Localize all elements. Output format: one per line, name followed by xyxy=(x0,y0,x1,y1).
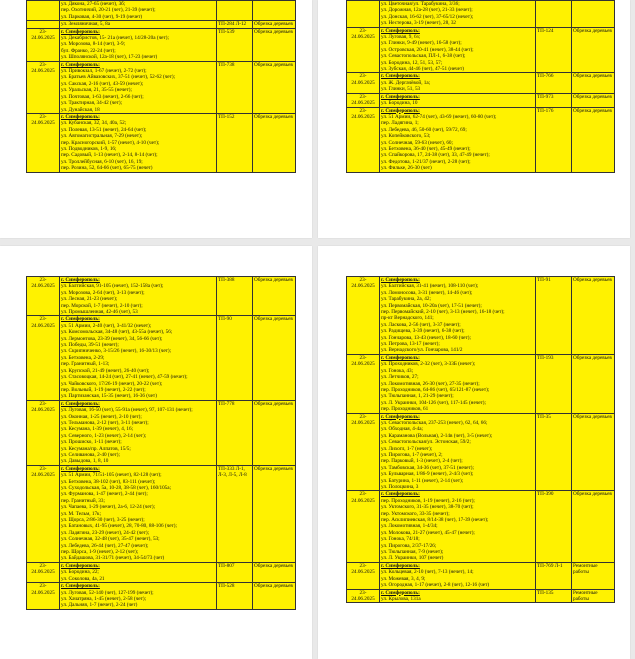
address-cell xyxy=(380,491,536,562)
document-page-4 xyxy=(318,246,630,659)
street-line: ул. Пирогова, 2/37-17/26; xyxy=(381,542,437,549)
substation-cell xyxy=(217,1,253,21)
work-type-cell: Обрезка деревьев xyxy=(253,400,296,465)
work-type-cell: Обрезка деревьев xyxy=(572,73,615,93)
work-type-cell: Обрезка деревьев xyxy=(253,61,296,113)
street-line: ул. Спайкорова, 17, 24-38 (чет), 33, 47-49 (нечет); xyxy=(381,152,490,159)
street-line: ул. Локомотивная, 1-4/34; xyxy=(381,523,438,530)
street-line: ул. Первомайская, 10-20а (чет), 17-51 (нечет); xyxy=(381,302,482,309)
street-line: ул. Пирогова, 1-7 (нечет), 2; xyxy=(381,451,443,458)
street-line: ул. Гонока, 74/18; xyxy=(381,536,420,543)
substation-cell: ТП-91 xyxy=(536,277,572,355)
street-line: ул. Локомотивная, 26-30 (чет), 27-35 (нечет); xyxy=(381,380,480,387)
street-line: ул. Тюльпанная, 7-9 (нечет); xyxy=(381,549,444,556)
street-line: ул. Кольцевая, 2-10 (чет), 7-13 (нечет), 14; xyxy=(381,569,474,576)
town-name: г. Симферополь: xyxy=(381,354,420,361)
date-cell xyxy=(27,1,60,21)
work-type-cell: Ремонтные работы xyxy=(572,589,615,603)
work-type-cell: Обрезка деревьев xyxy=(572,107,615,172)
street-line: ул. Лесная, 21-23 (нечет); xyxy=(61,296,118,303)
street-line: ул. Бородина, 22; xyxy=(61,569,99,576)
street-line: пер. Охотничий, 20-21 (чет), 21-39 (нечет); xyxy=(61,7,156,14)
table-row xyxy=(347,589,615,603)
street-line: ул. Уктомского, 31-35 (нечет), 38-70 (чет); xyxy=(381,504,474,511)
town-name: г. Симферополь: xyxy=(381,277,420,283)
address-cell xyxy=(380,589,536,603)
town-name: г. Симферополь: xyxy=(381,491,420,498)
substation-cell: ТП-152 xyxy=(217,113,253,172)
work-type-cell: Обрезка деревьев xyxy=(253,316,296,400)
substation-cell: ТП-388 xyxy=(217,277,253,316)
date-cell: 23-24.06.2025 xyxy=(347,562,380,589)
street-line: ул. Соколова, 4а, 21 xyxy=(61,575,105,582)
street-line: ул. Глинки, 9-49 (нечет), 16-58 (чет); xyxy=(381,40,462,47)
date-cell: 23-24.06.2025 xyxy=(27,465,60,562)
street-line: ул. Декабристов, 15- 21а (нечет), 14/28-20а (чет); xyxy=(61,35,169,42)
work-type-cell: Обрезка деревьев xyxy=(572,277,615,355)
document-page-1 xyxy=(0,0,312,238)
work-type-cell: Обрезка деревьев xyxy=(572,354,615,413)
date-cell: 23-24.06.2025 xyxy=(347,107,380,172)
substation-cell: ТП-176 xyxy=(536,107,572,172)
substation-cell: ТП-35 xyxy=(536,413,572,491)
street-line: ул. Хачатряна, 1-45 (нечет), 2-58 (чет); xyxy=(61,595,147,602)
date-cell: 23-24.06.2025 xyxy=(347,73,380,93)
street-line: ул. Северного, 1-23 (нечет), 2-14 (чет); xyxy=(61,432,147,439)
street-line: ул. Морозова, 2-64 (чет), 3-13 (нечет); xyxy=(61,289,145,296)
work-type-cell: Обрезка деревьев xyxy=(572,27,615,73)
street-line: ул. Караманова (Вольная), 2-14в (чет), 3-5 (нечет); xyxy=(381,432,493,439)
street-line: ул. Солнечная, 59-63 (нечет), 60; xyxy=(381,139,453,146)
street-line: ул. Парковая, 4-30 (чет), 9-19 (нечет) xyxy=(61,13,143,20)
street-line: ул. Комсомольская, 34-48 (чет), 43-55а (нечет), 56; xyxy=(61,329,173,336)
street-line: ул. Бетховена, 36-40 (чет), 45-49 (нечет); xyxy=(381,145,471,152)
table-row xyxy=(27,113,296,172)
street-line: ул. Полевая, 13-51 (нечет), 24-64 (чет); xyxy=(61,126,147,133)
street-line: ул. Автомагистральная, 7-29 (нечет); xyxy=(61,133,143,140)
street-line: ул. Лебедева, 46, 50-60 (чет), 59/72, 69; xyxy=(381,126,467,133)
date-cell: 23-24.06.2025 xyxy=(27,583,60,610)
street-line: ул. Вернадского/ул. Гончарова, 141/2 xyxy=(381,347,463,354)
street-line: ул. Бетховена, 38-102 (чет), 83-111 (нечет); xyxy=(61,478,156,485)
street-line: пер. Первомайский, 2-10 (чет), 3-13 (нечет), 16-18 (чет); xyxy=(381,309,505,316)
street-line: ул. Цветочная/ул. Тарабукина, 3/36; xyxy=(381,1,460,7)
street-line: ул. Кесумана, 1-39 (нечет), 4, 16; xyxy=(61,426,134,433)
work-type-cell: Обрезка деревьев xyxy=(253,583,296,610)
street-line: ул. Дальняя, 1-7 (нечет), 2-24 (чет) xyxy=(61,602,138,609)
street-line: ул. Шполянской, 12а-18 (чет), 17-23 (нечет) xyxy=(61,54,158,61)
table-row xyxy=(347,107,615,172)
street-line: ул. Л. Украинки, 107 (нечет) xyxy=(381,555,444,562)
street-line: ул. Селиванова, 2-40 (чет); xyxy=(61,451,120,458)
street-line: ул. Уральская, 21, 35-55 (нечет); xyxy=(61,87,132,94)
town-name: г. Симферополь: xyxy=(381,107,420,114)
address-cell xyxy=(380,277,536,355)
work-type-cell xyxy=(572,1,615,28)
street-line: ул. Дунайская, 18 xyxy=(61,106,100,113)
street-line: бул. Франко, 22-24 (чет); xyxy=(61,47,116,54)
street-line: ул. Проходников, 2-32 (чет), 3-33Б (нечет); xyxy=(381,361,476,368)
table-row xyxy=(27,400,296,465)
date-cell: 23-24.06.2025 xyxy=(27,113,60,172)
address-cell xyxy=(60,400,217,465)
street-line: ул. Гончарова, 13-43 (нечет), 18-60 (чет); xyxy=(381,334,471,341)
street-line: ул. Л. Украинки, 104-126 (чет), 117-145 (нечет); xyxy=(381,399,486,406)
work-type-cell: Обрезка деревьев xyxy=(253,28,296,61)
town-name: г. Симферополь: xyxy=(61,61,100,68)
street-line: ул. Братьев Айвазовских, 37-51 (нечет), 52-62 (чет); xyxy=(61,74,176,81)
date-cell: 23-24.06.2025 xyxy=(27,400,60,465)
town-name: г. Симферополь: xyxy=(381,73,420,80)
date-cell: 23-24.06.2025 xyxy=(347,27,380,73)
address-cell xyxy=(380,93,536,107)
substation-cell: ТП-766 xyxy=(536,73,572,93)
street-line: ул. Крупской, 21-49 (нечет), 26-40 (чет); xyxy=(61,367,150,374)
street-line: ул. Щорса, 2/86-30 (чет), 3-25 (нечет); xyxy=(61,517,145,524)
street-line: пер. Гранитный, 33; xyxy=(61,497,105,504)
table-row xyxy=(347,27,615,73)
street-line: ул. Фурманова, 1-47 (нечет), 2-44 (чет); xyxy=(61,491,148,498)
street-line: ул. Балтийская, 91-105 (нечет), 152-158а (чет); xyxy=(61,283,164,290)
street-line: пер. Асклипиевская, 8/14-38 (чет), 17-39 (нечет); xyxy=(381,517,489,524)
date-cell xyxy=(27,21,60,28)
street-line: ул. Бульварная, 1/86-9 (нечет), 2-4/3 (чет); xyxy=(381,471,474,478)
street-line: ул. Байдашова, 31-31/71 (нечет), 34-54/73 (чет) xyxy=(61,555,165,562)
street-line: пер. Ладягина, 1; xyxy=(381,120,419,127)
street-line: ул. Молокова, 21-27 (нечет), 45-47 (нечет); xyxy=(381,529,475,536)
table-row xyxy=(27,277,296,316)
street-line: ул. М. Тельм, 17к; xyxy=(61,510,102,517)
street-line: ул. 51 Армии, 2-40 (чет), 3-41/32 (нечет); xyxy=(61,322,152,329)
table-row xyxy=(27,465,296,562)
street-line: пер. Садовый, 1-13 (нечет), 2-14, 8-14 (чет); xyxy=(61,152,158,159)
work-type-cell: Ремонтные работы xyxy=(572,562,615,589)
date-cell: 23-24.06.2025 xyxy=(347,354,380,413)
substation-cell: ТП-973 xyxy=(536,93,572,107)
address-cell xyxy=(380,27,536,73)
street-line: ул. Сакская, 2-16 (чет), 43-59 (нечет); xyxy=(61,80,144,87)
document-page-2 xyxy=(318,0,630,238)
date-cell: 23-24.06.2025 xyxy=(27,562,60,582)
street-line: ул. Дорожная, 12а-28 (чет), 21-33 (нечет); xyxy=(381,7,473,14)
town-name: г. Симферополь: xyxy=(61,465,100,472)
work-type-cell: Обрезка деревьев xyxy=(253,21,296,28)
address-cell xyxy=(60,21,217,28)
table-row xyxy=(27,562,296,582)
town-name: г. Симферополь: xyxy=(381,27,420,34)
date-cell: 23-24.06.2025 xyxy=(27,316,60,400)
address-cell xyxy=(380,413,536,491)
address-cell xyxy=(380,562,536,589)
address-cell xyxy=(60,583,217,610)
street-line: ул. Солнечная, 32-48 (чет), 35-47 (нечет), 53; xyxy=(61,536,160,543)
substation-cell: ТП-738 xyxy=(217,61,253,113)
date-cell: 23-24.06.2025 xyxy=(27,61,60,113)
street-line: ул. Севастопольская/ул. Эстонская, 59/2; xyxy=(381,439,471,446)
street-line: ул. Лихогл, 1-7 (нечет); xyxy=(381,445,433,452)
street-line: ул. 51 Армии, 71/51-105 (нечет), 82-128 (чет); xyxy=(61,472,162,479)
schedule-table-1 xyxy=(26,0,296,173)
street-line: ул. Нестерова, 3-19 (нечет), 28, 32 xyxy=(381,20,457,27)
date-cell: 23-24.06.2025 xyxy=(27,277,60,316)
street-line: пер. Уктомского, 33-35 (нечет); xyxy=(381,510,450,517)
street-line: ул. Фильке, 26-30 (чет) xyxy=(381,165,432,172)
street-line: пер. Парковый, 1-3 (нечет), 2-4 (чет); xyxy=(381,458,463,465)
street-line: ул. Промышленная, 42-46 (чет), 53 xyxy=(61,309,138,316)
town-name: г. Симферополь: xyxy=(61,316,100,323)
street-line: ул. Ладягина, 23-29 (нечет), 24-42 (чет); xyxy=(61,529,150,536)
street-line: ул. Земляничная, 5, 8а xyxy=(61,21,111,28)
town-name: г. Симферополь: xyxy=(61,277,100,283)
date-cell: 23-24.06.2025 xyxy=(347,277,380,355)
work-type-cell: Обрезка деревьев xyxy=(572,413,615,491)
address-cell xyxy=(60,277,217,316)
street-line: ул. Тельманова, 2-12 (чет), 3-11 (нечет); xyxy=(61,419,149,426)
street-line: ул. Севастопольская, ПЛ-1, 6-38 (чет); xyxy=(381,53,466,60)
street-line: ул. Луговая, 16-50 (чет), 55-91а (нечет), 97, 107-131 (нечет); xyxy=(61,407,193,414)
street-line: ул. Островская, 20-41 (нечет), 38-44 (чет); xyxy=(381,46,474,53)
street-line: ул. Ж. Дергачёвой, 1а; xyxy=(381,79,431,86)
address-cell xyxy=(60,1,217,21)
schedule-table-2 xyxy=(346,0,615,173)
address-cell xyxy=(380,107,536,172)
substation-cell: ТП-539 xyxy=(217,28,253,61)
work-type-cell: Обрезка деревьев xyxy=(253,465,296,562)
table-row xyxy=(347,562,615,589)
date-cell: 23-24.06.2025 xyxy=(347,413,380,491)
street-line: ул. Можевая, 3, 4, 9; xyxy=(381,575,426,582)
street-line: ул. Кубанская, 32, 34, 40а, 52; xyxy=(61,120,127,127)
date-cell: 23-24.06.2025 xyxy=(347,93,380,107)
street-line: ул. Бородина, 10 xyxy=(381,100,418,107)
address-cell xyxy=(380,73,536,93)
substation-cell: ТП-135 xyxy=(536,589,572,603)
town-name: г. Симферополь: xyxy=(61,583,100,590)
street-line: ул. Донская, 16-62 (чет), 37-65/12 (нечет); xyxy=(381,13,474,20)
street-line: пер. Морской, 1-7 (нечет), 2-10 (чет); xyxy=(61,302,143,309)
substation-cell: ТП-333 Л-1, Л-3, Л-5, Л-8 xyxy=(217,465,253,562)
town-name: г. Симферополь: xyxy=(381,589,420,596)
table-row xyxy=(27,21,296,28)
street-line: ул. Привокзал, 1-67 (нечет), 2-72 (чет); xyxy=(61,68,147,75)
table-row xyxy=(27,1,296,21)
date-cell xyxy=(347,1,380,28)
address-cell xyxy=(380,1,536,28)
street-line: пер. Вольный, 1-19 (нечет), 2-22 (чет); xyxy=(61,386,146,393)
street-line: ул. Кесумана/пр. Алпатов, 15/5; xyxy=(61,445,131,452)
street-line: ул. Обходная, 4-4а; xyxy=(381,426,423,433)
town-name: г. Симферополь: xyxy=(381,413,420,420)
street-line: пр-кт Вернадского, 141; xyxy=(381,315,434,322)
street-line: ул. Луговая, 9, 6з; xyxy=(381,34,421,41)
street-line: ул. Подводников, 1-9, 16; xyxy=(61,145,117,152)
street-line: пер. Щорса, 1-9 (нечет), 2-12 (чет); xyxy=(61,549,139,556)
table-row xyxy=(347,354,615,413)
work-type-cell: Обрезка деревьев xyxy=(572,93,615,107)
street-line: ул. Суходольская, 5а, 10-28, 38-58 (чет), 160/105а; xyxy=(61,485,172,491)
street-line: пер. Проходников, 1-19 (нечет), 2-16 (чет); xyxy=(381,497,475,504)
street-line: ул. Батурина, 1-11 (нечет), 2-14 (чет); xyxy=(381,477,464,484)
address-cell xyxy=(380,354,536,413)
street-line: пер. Красногорский, 1-57 (нечет), 4-10 (чет); xyxy=(61,139,160,146)
street-line: ул. Тюльпанная, 1, 21-29 (нечет); xyxy=(381,393,454,400)
date-cell: 23-24.06.2025 xyxy=(27,28,60,61)
street-line: ул. Стасовоцкая, 14-24 (чет), 27-41 (нечет), 47-59 (нечет); xyxy=(61,374,188,381)
street-line: ул. Бетховена, 2-29; xyxy=(61,354,105,361)
town-name: г. Симферополь: xyxy=(381,562,420,569)
street-line: ул. Партизанская, 15-35 (нечет), 16-36 (чет) xyxy=(61,393,157,400)
street-line: ул. Огородная, 1-17 (нечет), 2-8 (чет), 12-16 (чет) xyxy=(381,582,490,589)
street-line: ул. Федотова, 1-21/37 (нечет), 2-28 (чет); xyxy=(381,158,471,165)
street-line: ул. Троллейбусная, 6-10 (чет), 16, 19; xyxy=(61,158,143,165)
address-cell xyxy=(60,113,217,172)
work-type-cell: Обрезка деревьев xyxy=(253,277,296,316)
street-line: ул. Ломоносова, 3-31 (нечет), 14-46 (чет); xyxy=(381,289,473,296)
street-line: ул. Тамбовская, 34-36 (чет), 37-51 (нечет); xyxy=(381,464,474,471)
street-line: пер. Розина, 52, 64-66 (чет), 65-75 (нечет) xyxy=(61,165,153,172)
table-row xyxy=(347,1,615,28)
street-line: ул. Давыдова, 1, 8, 10 xyxy=(61,458,109,465)
date-cell: 23-24.06.2025 xyxy=(347,589,380,603)
street-line: ул. Оконная, 1-25 (нечет), 2-10 (чет); xyxy=(61,413,142,420)
street-line: ул. Луговая, 52-140 (чет), 127-199 (нечет); xyxy=(61,589,154,596)
street-line: ул. Бородина, 12, 51, 53, 57; xyxy=(381,59,443,66)
street-line: ул. Гонока, 43; xyxy=(381,367,414,374)
street-line: ул. Крылова, 131а xyxy=(381,595,421,602)
street-line: пер. Гранитный, 1-13; xyxy=(61,361,110,368)
town-name: г. Симферополь: xyxy=(61,562,100,569)
street-line: ул. Петрова, 13-17 (нечет); xyxy=(381,341,440,348)
substation-cell: ТП-778 xyxy=(217,400,253,465)
street-line: пер. Проходников, 61 xyxy=(381,406,429,413)
street-line: ул. Полоцкина, 3 xyxy=(381,484,419,490)
address-cell xyxy=(60,465,217,562)
substation-cell xyxy=(536,1,572,28)
town-name: г. Симферополь: xyxy=(61,400,100,407)
street-line: ул. Скрипниченко, 3-15/26 (нечет), 16-30/13 (чет); xyxy=(61,348,172,355)
table-row xyxy=(27,583,296,610)
street-line: ул. Чайковского, 17/26-19 (нечет), 20-22 (чет); xyxy=(61,380,163,387)
street-line: ул. 51 Армии, 62-74 (чет), 43-69 (нечет), 60-80 (чет); xyxy=(381,113,497,120)
address-cell xyxy=(60,562,217,582)
address-cell xyxy=(60,61,217,113)
street-line: ул. Севастопольская, 237-253 (нечет), 62, 64, 66; xyxy=(381,419,488,426)
substation-cell: ТП-193 xyxy=(536,354,572,413)
street-line: ул. Радищева, 3-39 (нечет), 6-38 (чет); xyxy=(381,328,465,335)
table-row xyxy=(27,61,296,113)
document-page-3 xyxy=(0,246,312,659)
street-line: ул. Зубская, 44-46 (чет), 47-51 (нечет) xyxy=(381,66,464,73)
street-line: ул. Лермонтова, 23-39 (нечет), 34, 56-66 (чет); xyxy=(61,335,163,342)
street-line: ул. Ласкова, 2-56 (чет), 3-37 (нечет); xyxy=(381,321,461,328)
date-cell: 23-24.06.2025 xyxy=(347,491,380,562)
street-line: пер. Проходников, 64-86 (чет), 65/121-87 (нечет); xyxy=(381,386,490,393)
street-line: ул. Батановых, 41-95 (нечет), 28, 70-80, 88-106 (чет); xyxy=(61,523,177,530)
town-name: г. Симферополь: xyxy=(381,93,420,100)
street-line: ул. Летчиков, 27; xyxy=(381,374,419,381)
street-line: ул. Почтовая, 1-63 (нечет), 2-66 (чет); xyxy=(61,93,144,100)
schedule-table-4 xyxy=(346,276,615,603)
street-line: ул. Копейковского, 53; xyxy=(381,133,431,140)
substation-cell: ТП-769 Л-1 xyxy=(536,562,572,589)
table-row xyxy=(347,277,615,355)
substation-cell: ТП-284 Л-12 xyxy=(217,21,253,28)
table-row xyxy=(347,73,615,93)
town-name: г. Симферополь: xyxy=(61,113,100,120)
street-line: ул. Тарабукина, 2а, 42; xyxy=(381,296,431,303)
substation-cell: ТП-124 xyxy=(536,27,572,73)
street-line: ул. Дякона, 27-65 (нечет), 3б; xyxy=(61,1,126,7)
street-line: ул. Трактирная, 34-42 (чет); xyxy=(61,100,123,107)
work-type-cell: Обрезка деревьев xyxy=(253,113,296,172)
street-line: ул. Морозова, 8-14 (чет), 3-9; xyxy=(61,41,126,48)
work-type-cell: Обрезка деревьев xyxy=(572,491,615,562)
substation-cell: ТП-390 xyxy=(536,491,572,562)
substation-cell: ТП-90 xyxy=(217,316,253,400)
work-type-cell xyxy=(253,1,296,21)
schedule-table-3 xyxy=(26,276,296,610)
street-line: ул. Победы, 39-51 (нечет); xyxy=(61,342,119,349)
table-row xyxy=(27,316,296,400)
table-row xyxy=(347,413,615,491)
table-row xyxy=(347,93,615,107)
street-line: ул. Лебедева, 26-44 (чет), 27-47 (нечет); xyxy=(61,542,149,549)
street-line: ул. Балтийская, 31-41 (нечет), 108-110 (чет); xyxy=(381,283,479,290)
address-cell xyxy=(60,28,217,61)
table-row xyxy=(27,28,296,61)
substation-cell: ТП-528 xyxy=(217,583,253,610)
address-cell xyxy=(60,316,217,400)
town-name: г. Симферополь: xyxy=(61,28,100,35)
table-row xyxy=(347,491,615,562)
street-line: ул. Глинки, 51, 53 xyxy=(381,86,421,93)
work-type-cell: Обрезка деревьев xyxy=(253,562,296,582)
street-line: ул. Чапаева, 1-29 (нечет), 2а-6, 12-24 (чет); xyxy=(61,504,156,511)
street-line: ул. Прошиско, 1-11 (нечет); xyxy=(61,439,122,446)
substation-cell: ТП-807 xyxy=(217,562,253,582)
